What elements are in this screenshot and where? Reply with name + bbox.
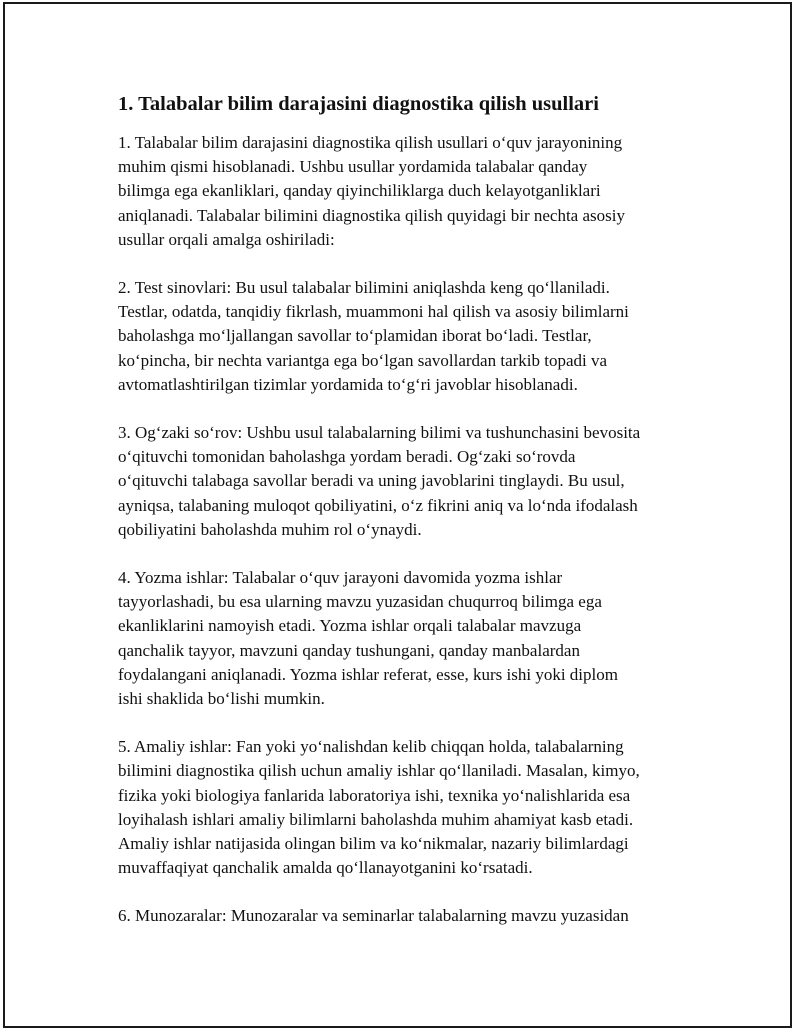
paragraph-introduction — [118, 131, 718, 252]
text-line: qobiliyatini baholashda muhim rol o‘ynaydi. — [118, 519, 422, 539]
text-line: 3. Og‘zaki so‘rov: Ushbu usul talabalarning bilimi va tushunchasini bevosita — [118, 423, 641, 443]
text-line: 4. Yozma ishlar: Talabalar o‘quv jarayoni davomida yozma ishlar — [118, 568, 563, 588]
text-line: o‘qituvchi tomonidan baholashga yordam beradi. Og‘zaki so‘rovda — [118, 447, 576, 467]
paragraph-ogzaki-sorov — [118, 421, 718, 542]
text-line: usullar orqali amalga oshiriladi: — [118, 229, 335, 249]
text-line: ayniqsa, talabaning muloqot qobiliyatini, o‘z fikrini aniq va lo‘nda ifodalash — [118, 495, 638, 515]
text-line: aniqlanadi. Talabalar bilimini diagnostika qilish quyidagi bir nechta asosiy — [118, 205, 625, 225]
text-line: ekanliklarini namoyish etadi. Yozma ishlar orqali talabalar mavzuga — [118, 616, 582, 636]
paragraph-munozaralar — [118, 904, 718, 928]
paragraph-test-sinovlari — [118, 276, 718, 397]
text-line: baholashga mo‘ljallangan savollar to‘plamidan iborat bo‘ladi. Testlar, — [118, 326, 592, 346]
text-line: Amaliy ishlar natijasida olingan bilim va ko‘nikmalar, nazariy bilimlardagi — [118, 834, 629, 854]
paragraph-yozma-ishlar — [118, 566, 718, 711]
text-line: muvaffaqiyat qanchalik amalda qo‘llanayotganini ko‘rsatadi. — [118, 858, 533, 878]
text-line: muhim qismi hisoblanadi. Ushbu usullar yordamida talabalar qanday — [118, 157, 588, 177]
text-line: loyihalash ishlari amaliy bilimlarni baholashda muhim ahamiyat kasb etadi. — [118, 809, 634, 829]
text-line: ishi shaklida bo‘lishi mumkin. — [118, 689, 325, 709]
text-line: o‘qituvchi talabaga savollar beradi va uning javoblarini tinglaydi. Bu usul, — [118, 471, 625, 491]
text-line: 6. Munozaralar: Munozaralar va seminarlar talabalarning mavzu yuzasidan — [118, 906, 629, 926]
text-line: 5. Amaliy ishlar: Fan yoki yo‘nalishdan kelib chiqqan holda, talabalarning — [118, 737, 624, 757]
text-line: 2. Test sinovlari: Bu usul talabalar bilimini aniqlashda keng qo‘llaniladi. — [118, 278, 610, 298]
text-line: bilimini diagnostika qilish uchun amaliy ishlar qo‘llaniladi. Masalan, kimyo, — [118, 761, 640, 781]
text-line: avtomatlashtirilgan tizimlar yordamida to‘g‘ri javoblar hisoblanadi. — [118, 374, 578, 394]
document-body — [118, 92, 718, 953]
text-line: foydalangani aniqlanadi. Yozma ishlar referat, esse, kurs ishi yoki diplom — [118, 664, 618, 684]
text-line: bilimga ega ekanliklari, qanday qiyinchiliklarga duch kelayotganliklari — [118, 181, 601, 201]
paragraph-amaliy-ishlar — [118, 735, 718, 880]
text-line: ko‘pincha, bir nechta variantga ega bo‘lgan savollardan tarkib topadi va — [118, 350, 608, 370]
text-line: 1. Talabalar bilim darajasini diagnostika qilish usullari o‘quv jarayonining — [118, 133, 623, 152]
text-line: qanchalik tayyor, mavzuni qanday tushungani, qanday manbalardan — [118, 640, 580, 660]
text-line: tayyorlashadi, bu esa ularning mavzu yuzasidan chuqurroq bilimga ega — [118, 592, 602, 612]
text-line: Testlar, odatda, tanqidiy fikrlash, muammoni hal qilish va asosiy bilimlarni — [118, 302, 629, 322]
document-heading: 1. Talabalar bilim darajasini diagnostika qilish usullari — [118, 93, 599, 115]
text-line: fizika yoki biologiya fanlarida laboratoriya ishi, texnika yo‘nalishlarida esa — [118, 785, 631, 805]
